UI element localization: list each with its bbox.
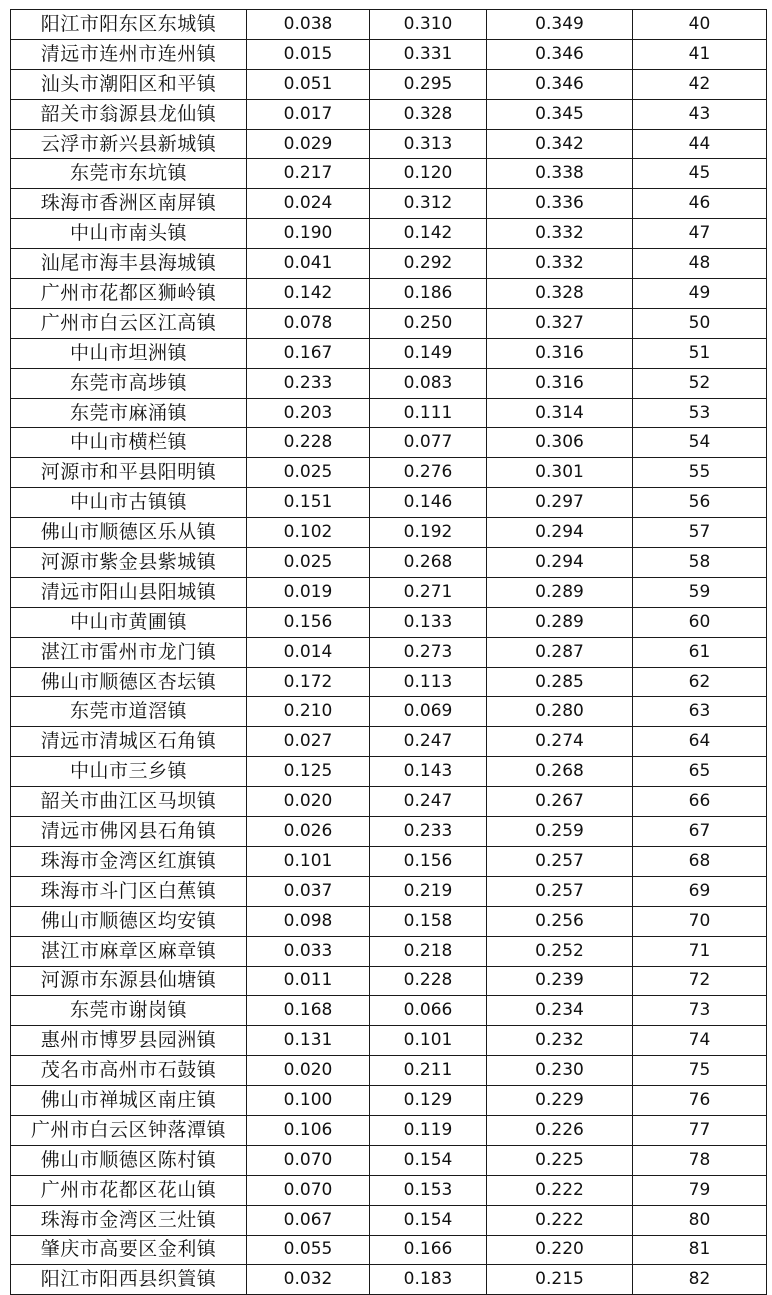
value-a-cell: 0.217 — [247, 159, 370, 189]
town-name-cell: 东莞市高埗镇 — [11, 368, 247, 398]
rank-cell: 41 — [633, 39, 767, 69]
town-name-cell: 湛江市雷州市龙门镇 — [11, 637, 247, 667]
rank-cell: 81 — [633, 1235, 767, 1265]
total-score-cell: 0.232 — [487, 1026, 633, 1056]
town-name-cell: 清远市连州市连州镇 — [11, 39, 247, 69]
total-score-cell: 0.328 — [487, 279, 633, 309]
table-row — [11, 996, 767, 1026]
value-b-cell: 0.166 — [370, 1235, 487, 1265]
table-row — [11, 368, 767, 398]
value-b-cell: 0.313 — [370, 129, 487, 159]
town-name-cell: 广州市白云区江高镇 — [11, 308, 247, 338]
rank-cell: 70 — [633, 906, 767, 936]
total-score-cell: 0.301 — [487, 458, 633, 488]
rank-cell: 44 — [633, 129, 767, 159]
value-b-cell: 0.310 — [370, 10, 487, 40]
town-name-cell: 广州市白云区钟落潭镇 — [11, 1115, 247, 1145]
town-name-cell: 珠海市金湾区三灶镇 — [11, 1205, 247, 1235]
town-name-cell: 汕尾市海丰县海城镇 — [11, 249, 247, 279]
table-row — [11, 1205, 767, 1235]
total-score-cell: 0.229 — [487, 1086, 633, 1116]
table-row — [11, 817, 767, 847]
value-b-cell: 0.149 — [370, 338, 487, 368]
rank-cell: 68 — [633, 846, 767, 876]
value-a-cell: 0.100 — [247, 1086, 370, 1116]
total-score-cell: 0.234 — [487, 996, 633, 1026]
value-b-cell: 0.192 — [370, 518, 487, 548]
rank-cell: 55 — [633, 458, 767, 488]
total-score-cell: 0.346 — [487, 39, 633, 69]
total-score-cell: 0.316 — [487, 368, 633, 398]
value-a-cell: 0.029 — [247, 129, 370, 159]
value-b-cell: 0.158 — [370, 906, 487, 936]
total-score-cell: 0.297 — [487, 488, 633, 518]
table-row — [11, 219, 767, 249]
value-a-cell: 0.233 — [247, 368, 370, 398]
value-b-cell: 0.119 — [370, 1115, 487, 1145]
value-b-cell: 0.156 — [370, 846, 487, 876]
town-name-cell: 清远市阳山县阳城镇 — [11, 577, 247, 607]
total-score-cell: 0.239 — [487, 966, 633, 996]
value-a-cell: 0.168 — [247, 996, 370, 1026]
value-a-cell: 0.070 — [247, 1145, 370, 1175]
rank-cell: 46 — [633, 189, 767, 219]
table-row — [11, 189, 767, 219]
value-a-cell: 0.025 — [247, 458, 370, 488]
table-row — [11, 1115, 767, 1145]
value-b-cell: 0.273 — [370, 637, 487, 667]
value-b-cell: 0.331 — [370, 39, 487, 69]
rank-cell: 47 — [633, 219, 767, 249]
value-a-cell: 0.032 — [247, 1265, 370, 1295]
total-score-cell: 0.345 — [487, 99, 633, 129]
table-row — [11, 398, 767, 428]
value-a-cell: 0.190 — [247, 219, 370, 249]
table-row — [11, 757, 767, 787]
total-score-cell: 0.346 — [487, 69, 633, 99]
value-a-cell: 0.142 — [247, 279, 370, 309]
town-name-cell: 东莞市东坑镇 — [11, 159, 247, 189]
ranking-table — [10, 9, 767, 1295]
table-row — [11, 1235, 767, 1265]
total-score-cell: 0.222 — [487, 1205, 633, 1235]
value-b-cell: 0.154 — [370, 1145, 487, 1175]
total-score-cell: 0.327 — [487, 308, 633, 338]
rank-cell: 72 — [633, 966, 767, 996]
table-row — [11, 548, 767, 578]
total-score-cell: 0.314 — [487, 398, 633, 428]
town-name-cell: 珠海市香洲区南屏镇 — [11, 189, 247, 219]
rank-cell: 76 — [633, 1086, 767, 1116]
value-b-cell: 0.186 — [370, 279, 487, 309]
value-a-cell: 0.228 — [247, 428, 370, 458]
rank-cell: 42 — [633, 69, 767, 99]
rank-cell: 52 — [633, 368, 767, 398]
value-b-cell: 0.077 — [370, 428, 487, 458]
rank-cell: 61 — [633, 637, 767, 667]
town-name-cell: 珠海市斗门区白蕉镇 — [11, 876, 247, 906]
table-row — [11, 936, 767, 966]
value-b-cell: 0.153 — [370, 1175, 487, 1205]
value-b-cell: 0.268 — [370, 548, 487, 578]
value-a-cell: 0.156 — [247, 607, 370, 637]
table-row — [11, 1056, 767, 1086]
rank-cell: 51 — [633, 338, 767, 368]
value-a-cell: 0.017 — [247, 99, 370, 129]
value-b-cell: 0.247 — [370, 727, 487, 757]
rank-cell: 71 — [633, 936, 767, 966]
rank-cell: 78 — [633, 1145, 767, 1175]
town-name-cell: 佛山市顺德区乐从镇 — [11, 518, 247, 548]
town-name-cell: 清远市清城区石角镇 — [11, 727, 247, 757]
rank-cell: 77 — [633, 1115, 767, 1145]
table-row — [11, 876, 767, 906]
total-score-cell: 0.349 — [487, 10, 633, 40]
value-a-cell: 0.203 — [247, 398, 370, 428]
table-row — [11, 697, 767, 727]
total-score-cell: 0.225 — [487, 1145, 633, 1175]
rank-cell: 65 — [633, 757, 767, 787]
rank-cell: 56 — [633, 488, 767, 518]
value-b-cell: 0.328 — [370, 99, 487, 129]
town-name-cell: 佛山市禅城区南庄镇 — [11, 1086, 247, 1116]
table-row — [11, 159, 767, 189]
total-score-cell: 0.289 — [487, 577, 633, 607]
town-name-cell: 茂名市高州市石鼓镇 — [11, 1056, 247, 1086]
value-b-cell: 0.250 — [370, 308, 487, 338]
town-name-cell: 阳江市阳东区东城镇 — [11, 10, 247, 40]
total-score-cell: 0.332 — [487, 249, 633, 279]
town-name-cell: 广州市花都区狮岭镇 — [11, 279, 247, 309]
town-name-cell: 肇庆市高要区金利镇 — [11, 1235, 247, 1265]
town-name-cell: 东莞市道滘镇 — [11, 697, 247, 727]
town-name-cell: 河源市紫金县紫城镇 — [11, 548, 247, 578]
town-name-cell: 中山市南头镇 — [11, 219, 247, 249]
value-b-cell: 0.295 — [370, 69, 487, 99]
value-a-cell: 0.131 — [247, 1026, 370, 1056]
town-name-cell: 惠州市博罗县园洲镇 — [11, 1026, 247, 1056]
rank-cell: 67 — [633, 817, 767, 847]
value-b-cell: 0.276 — [370, 458, 487, 488]
value-a-cell: 0.027 — [247, 727, 370, 757]
total-score-cell: 0.289 — [487, 607, 633, 637]
total-score-cell: 0.226 — [487, 1115, 633, 1145]
value-b-cell: 0.211 — [370, 1056, 487, 1086]
value-a-cell: 0.024 — [247, 189, 370, 219]
value-a-cell: 0.038 — [247, 10, 370, 40]
rank-cell: 79 — [633, 1175, 767, 1205]
rank-cell: 45 — [633, 159, 767, 189]
table-row — [11, 428, 767, 458]
table-row — [11, 1086, 767, 1116]
town-name-cell: 云浮市新兴县新城镇 — [11, 129, 247, 159]
table-row — [11, 99, 767, 129]
total-score-cell: 0.257 — [487, 846, 633, 876]
rank-cell: 63 — [633, 697, 767, 727]
value-a-cell: 0.020 — [247, 1056, 370, 1086]
table-row — [11, 906, 767, 936]
total-score-cell: 0.306 — [487, 428, 633, 458]
town-name-cell: 清远市佛冈县石角镇 — [11, 817, 247, 847]
value-b-cell: 0.218 — [370, 936, 487, 966]
rank-cell: 43 — [633, 99, 767, 129]
value-b-cell: 0.142 — [370, 219, 487, 249]
total-score-cell: 0.336 — [487, 189, 633, 219]
town-name-cell: 中山市古镇镇 — [11, 488, 247, 518]
value-a-cell: 0.101 — [247, 846, 370, 876]
total-score-cell: 0.215 — [487, 1265, 633, 1295]
table-row — [11, 727, 767, 757]
value-a-cell: 0.041 — [247, 249, 370, 279]
town-name-cell: 中山市黄圃镇 — [11, 607, 247, 637]
value-b-cell: 0.271 — [370, 577, 487, 607]
rank-cell: 50 — [633, 308, 767, 338]
value-a-cell: 0.098 — [247, 906, 370, 936]
town-name-cell: 东莞市麻涌镇 — [11, 398, 247, 428]
table-row — [11, 458, 767, 488]
value-a-cell: 0.167 — [247, 338, 370, 368]
town-name-cell: 湛江市麻章区麻章镇 — [11, 936, 247, 966]
value-b-cell: 0.292 — [370, 249, 487, 279]
table-row — [11, 518, 767, 548]
total-score-cell: 0.252 — [487, 936, 633, 966]
table-row — [11, 607, 767, 637]
value-b-cell: 0.111 — [370, 398, 487, 428]
rank-cell: 73 — [633, 996, 767, 1026]
value-a-cell: 0.125 — [247, 757, 370, 787]
value-a-cell: 0.151 — [247, 488, 370, 518]
value-b-cell: 0.183 — [370, 1265, 487, 1295]
total-score-cell: 0.274 — [487, 727, 633, 757]
town-name-cell: 阳江市阳西县织篢镇 — [11, 1265, 247, 1295]
value-a-cell: 0.037 — [247, 876, 370, 906]
value-a-cell: 0.015 — [247, 39, 370, 69]
town-name-cell: 韶关市曲江区马坝镇 — [11, 787, 247, 817]
total-score-cell: 0.338 — [487, 159, 633, 189]
rank-cell: 54 — [633, 428, 767, 458]
town-name-cell: 佛山市顺德区陈村镇 — [11, 1145, 247, 1175]
town-name-cell: 中山市三乡镇 — [11, 757, 247, 787]
value-a-cell: 0.011 — [247, 966, 370, 996]
rank-cell: 62 — [633, 667, 767, 697]
rank-cell: 69 — [633, 876, 767, 906]
value-b-cell: 0.066 — [370, 996, 487, 1026]
value-a-cell: 0.025 — [247, 548, 370, 578]
town-name-cell: 佛山市顺德区杏坛镇 — [11, 667, 247, 697]
total-score-cell: 0.259 — [487, 817, 633, 847]
total-score-cell: 0.257 — [487, 876, 633, 906]
value-a-cell: 0.019 — [247, 577, 370, 607]
value-b-cell: 0.312 — [370, 189, 487, 219]
town-name-cell: 韶关市翁源县龙仙镇 — [11, 99, 247, 129]
rank-cell: 82 — [633, 1265, 767, 1295]
total-score-cell: 0.287 — [487, 637, 633, 667]
table-row — [11, 1265, 767, 1295]
rank-cell: 40 — [633, 10, 767, 40]
value-a-cell: 0.102 — [247, 518, 370, 548]
total-score-cell: 0.267 — [487, 787, 633, 817]
rank-cell: 64 — [633, 727, 767, 757]
value-a-cell: 0.067 — [247, 1205, 370, 1235]
value-b-cell: 0.120 — [370, 159, 487, 189]
value-a-cell: 0.033 — [247, 936, 370, 966]
ranking-table-body — [11, 10, 767, 1295]
town-name-cell: 东莞市谢岗镇 — [11, 996, 247, 1026]
value-b-cell: 0.129 — [370, 1086, 487, 1116]
value-a-cell: 0.106 — [247, 1115, 370, 1145]
table-row — [11, 279, 767, 309]
value-a-cell: 0.051 — [247, 69, 370, 99]
value-b-cell: 0.146 — [370, 488, 487, 518]
total-score-cell: 0.220 — [487, 1235, 633, 1265]
table-row — [11, 10, 767, 40]
town-name-cell: 中山市坦洲镇 — [11, 338, 247, 368]
table-row — [11, 129, 767, 159]
rank-cell: 74 — [633, 1026, 767, 1056]
total-score-cell: 0.294 — [487, 518, 633, 548]
town-name-cell: 河源市和平县阳明镇 — [11, 458, 247, 488]
rank-cell: 60 — [633, 607, 767, 637]
town-name-cell: 中山市横栏镇 — [11, 428, 247, 458]
table-row — [11, 846, 767, 876]
rank-cell: 58 — [633, 548, 767, 578]
rank-cell: 53 — [633, 398, 767, 428]
table-row — [11, 667, 767, 697]
value-b-cell: 0.143 — [370, 757, 487, 787]
value-b-cell: 0.219 — [370, 876, 487, 906]
table-row — [11, 308, 767, 338]
value-a-cell: 0.014 — [247, 637, 370, 667]
table-row — [11, 1145, 767, 1175]
value-b-cell: 0.233 — [370, 817, 487, 847]
rank-cell: 59 — [633, 577, 767, 607]
value-b-cell: 0.154 — [370, 1205, 487, 1235]
table-row — [11, 577, 767, 607]
table-row — [11, 69, 767, 99]
table-row — [11, 249, 767, 279]
total-score-cell: 0.268 — [487, 757, 633, 787]
value-a-cell: 0.070 — [247, 1175, 370, 1205]
value-b-cell: 0.133 — [370, 607, 487, 637]
rank-cell: 80 — [633, 1205, 767, 1235]
town-name-cell: 河源市东源县仙塘镇 — [11, 966, 247, 996]
value-b-cell: 0.228 — [370, 966, 487, 996]
table-row — [11, 787, 767, 817]
table-row — [11, 1175, 767, 1205]
value-a-cell: 0.055 — [247, 1235, 370, 1265]
table-row — [11, 488, 767, 518]
rank-cell: 49 — [633, 279, 767, 309]
town-name-cell: 珠海市金湾区红旗镇 — [11, 846, 247, 876]
table-row — [11, 338, 767, 368]
total-score-cell: 0.294 — [487, 548, 633, 578]
town-name-cell: 佛山市顺德区均安镇 — [11, 906, 247, 936]
total-score-cell: 0.332 — [487, 219, 633, 249]
total-score-cell: 0.316 — [487, 338, 633, 368]
total-score-cell: 0.280 — [487, 697, 633, 727]
value-b-cell: 0.101 — [370, 1026, 487, 1056]
total-score-cell: 0.230 — [487, 1056, 633, 1086]
town-name-cell: 广州市花都区花山镇 — [11, 1175, 247, 1205]
total-score-cell: 0.342 — [487, 129, 633, 159]
rank-cell: 75 — [633, 1056, 767, 1086]
value-b-cell: 0.113 — [370, 667, 487, 697]
table-row — [11, 637, 767, 667]
value-a-cell: 0.172 — [247, 667, 370, 697]
total-score-cell: 0.222 — [487, 1175, 633, 1205]
value-a-cell: 0.210 — [247, 697, 370, 727]
town-name-cell: 汕头市潮阳区和平镇 — [11, 69, 247, 99]
value-b-cell: 0.069 — [370, 697, 487, 727]
table-row — [11, 1026, 767, 1056]
value-a-cell: 0.078 — [247, 308, 370, 338]
rank-cell: 57 — [633, 518, 767, 548]
value-b-cell: 0.083 — [370, 368, 487, 398]
value-a-cell: 0.026 — [247, 817, 370, 847]
value-a-cell: 0.020 — [247, 787, 370, 817]
value-b-cell: 0.247 — [370, 787, 487, 817]
total-score-cell: 0.285 — [487, 667, 633, 697]
table-row — [11, 39, 767, 69]
rank-cell: 48 — [633, 249, 767, 279]
table-row — [11, 966, 767, 996]
rank-cell: 66 — [633, 787, 767, 817]
total-score-cell: 0.256 — [487, 906, 633, 936]
